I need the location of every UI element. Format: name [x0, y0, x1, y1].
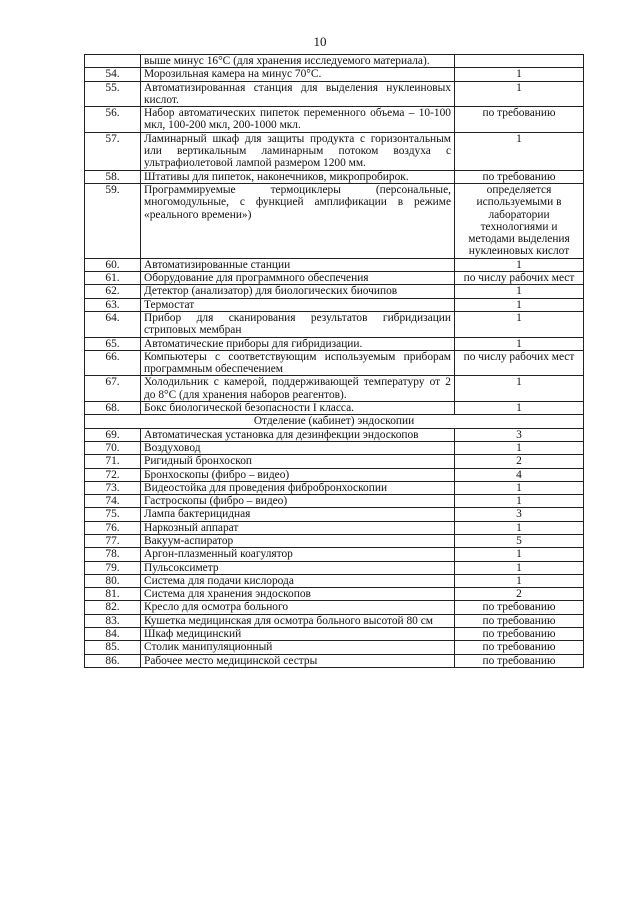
quantity-cell: по требованию: [455, 601, 584, 614]
quantity-cell: 1: [455, 311, 584, 337]
quantity-cell: по требованию: [455, 628, 584, 641]
equipment-name-cell: Кресло для осмотра больного: [141, 601, 455, 614]
quantity-cell: 2: [455, 455, 584, 468]
table-row: [85, 588, 584, 601]
row-number-cell: 63.: [85, 298, 141, 311]
quantity-cell: 1: [455, 561, 584, 574]
row-number-cell: 58.: [85, 170, 141, 183]
quantity-cell: 1: [455, 81, 584, 107]
equipment-name-cell: Оборудование для программного обеспечения: [141, 272, 455, 285]
table-row: [85, 337, 584, 350]
quantity-cell: 1: [455, 376, 584, 402]
row-number-cell: 56.: [85, 107, 141, 133]
quantity-cell: по требованию: [455, 107, 584, 133]
equipment-name-cell: Гастроскопы (фибро – видео): [141, 495, 455, 508]
table-row: [85, 183, 584, 258]
equipment-name-cell: Шкаф медицинский: [141, 628, 455, 641]
quantity-cell: 1: [455, 441, 584, 454]
quantity-cell: по требованию: [455, 654, 584, 667]
equipment-name-cell: Набор автоматических пипеток переменного объема – 10-100 мкл, 100-200 мкл, 200-1000 мкл.: [141, 107, 455, 133]
section-header-row: [85, 415, 584, 428]
row-number-cell: 85.: [85, 641, 141, 654]
row-number-cell: 73.: [85, 481, 141, 494]
row-number-cell: 78.: [85, 548, 141, 561]
quantity-cell: 2: [455, 588, 584, 601]
table-row: [85, 258, 584, 271]
equipment-name-cell: Наркозный аппарат: [141, 521, 455, 534]
equipment-name-cell: Ламинарный шкаф для защиты продукта с горизонтальным или вертикальным ламинарным потоком воздуха с ультрафиолетовой лампой размером 1200 мм.: [141, 132, 455, 170]
row-number-cell: 67.: [85, 376, 141, 402]
quantity-cell: по требованию: [455, 170, 584, 183]
table-row: [85, 574, 584, 587]
quantity-cell: 1: [455, 481, 584, 494]
row-number-cell: 61.: [85, 272, 141, 285]
quantity-cell: 1: [455, 548, 584, 561]
equipment-name-cell: Аргон-плазменный коагулятор: [141, 548, 455, 561]
row-number-cell: 62.: [85, 285, 141, 298]
equipment-name-cell: Система для подачи кислорода: [141, 574, 455, 587]
row-number-cell: 74.: [85, 495, 141, 508]
table-row: [85, 534, 584, 547]
table-row: [85, 298, 584, 311]
table-row: [85, 495, 584, 508]
row-number-cell: 65.: [85, 337, 141, 350]
row-number-cell: 64.: [85, 311, 141, 337]
table-row: [85, 376, 584, 402]
table-row: [85, 441, 584, 454]
table-row: [85, 311, 584, 337]
quantity-cell: 5: [455, 534, 584, 547]
row-number-cell: 72.: [85, 468, 141, 481]
equipment-name-cell: Морозильная камера на минус 70°C.: [141, 68, 455, 81]
equipment-table: [84, 54, 584, 668]
table-row: [85, 641, 584, 654]
row-number-cell: 57.: [85, 132, 141, 170]
quantity-cell: 1: [455, 285, 584, 298]
quantity-cell: 1: [455, 132, 584, 170]
quantity-cell: 1: [455, 258, 584, 271]
row-number-cell: 54.: [85, 68, 141, 81]
equipment-name-cell: Автоматизированная станция для выделения нуклеиновых кислот.: [141, 81, 455, 107]
quantity-cell: 1: [455, 68, 584, 81]
table-row: [85, 350, 584, 376]
equipment-name-cell: Автоматическая установка для дезинфекции эндоскопов: [141, 428, 455, 441]
row-number-cell: [85, 55, 141, 68]
table-row: [85, 468, 584, 481]
row-number-cell: 75.: [85, 508, 141, 521]
row-number-cell: 77.: [85, 534, 141, 547]
row-number-cell: 79.: [85, 561, 141, 574]
table-row: [85, 170, 584, 183]
table-row: [85, 68, 584, 81]
table-row: [85, 521, 584, 534]
equipment-name-cell: Система для хранения эндоскопов: [141, 588, 455, 601]
section-title: Отделение (кабинет) эндоскопии: [85, 415, 584, 428]
table-row: [85, 628, 584, 641]
equipment-name-cell: Автоматизированные станции: [141, 258, 455, 271]
equipment-name-cell: Ригидный бронхоскоп: [141, 455, 455, 468]
quantity-cell: 1: [455, 402, 584, 415]
equipment-name-cell: Столик манипуляционный: [141, 641, 455, 654]
equipment-name-cell: Бронхоскопы (фибро – видео): [141, 468, 455, 481]
table-row: [85, 81, 584, 107]
page-number: 10: [313, 34, 327, 49]
row-number-cell: 71.: [85, 455, 141, 468]
equipment-name-cell: Штативы для пипеток, наконечников, микропробирок.: [141, 170, 455, 183]
quantity-cell: 1: [455, 574, 584, 587]
row-number-cell: 82.: [85, 601, 141, 614]
quantity-cell: 1: [455, 521, 584, 534]
equipment-table-body: [85, 55, 584, 668]
row-number-cell: 68.: [85, 402, 141, 415]
table-row: [85, 548, 584, 561]
equipment-name-cell: Автоматические приборы для гибридизации.: [141, 337, 455, 350]
equipment-name-cell: Видеостойка для проведения фибробронхоскопии: [141, 481, 455, 494]
quantity-cell: 3: [455, 508, 584, 521]
quantity-cell: 1: [455, 298, 584, 311]
row-number-cell: 80.: [85, 574, 141, 587]
table-row: [85, 132, 584, 170]
table-row: [85, 508, 584, 521]
quantity-cell: по требованию: [455, 614, 584, 627]
quantity-cell: 4: [455, 468, 584, 481]
row-number-cell: 60.: [85, 258, 141, 271]
row-number-cell: 76.: [85, 521, 141, 534]
quantity-cell: по числу рабочих мест: [455, 272, 584, 285]
quantity-cell: 1: [455, 337, 584, 350]
table-row: [85, 654, 584, 667]
row-number-cell: 69.: [85, 428, 141, 441]
equipment-name-cell: Бокс биологической безопасности I класса.: [141, 402, 455, 415]
row-number-cell: 70.: [85, 441, 141, 454]
table-row: [85, 601, 584, 614]
equipment-name-cell: Термостат: [141, 298, 455, 311]
table-row: [85, 107, 584, 133]
equipment-name-cell: Пульсоксиметр: [141, 561, 455, 574]
equipment-name-cell: Воздуховод: [141, 441, 455, 454]
quantity-cell: 1: [455, 495, 584, 508]
quantity-cell: по числу рабочих мест: [455, 350, 584, 376]
quantity-cell: 3: [455, 428, 584, 441]
table-row: [85, 481, 584, 494]
equipment-name-cell: выше минус 16°C (для хранения исследуемого материала).: [141, 55, 455, 68]
row-number-cell: 66.: [85, 350, 141, 376]
equipment-name-cell: Вакуум-аспиратор: [141, 534, 455, 547]
equipment-name-cell: Прибор для сканирования результатов гибридизации стриповых мембран: [141, 311, 455, 337]
equipment-name-cell: Рабочее место медицинской сестры: [141, 654, 455, 667]
table-row: [85, 614, 584, 627]
table-row: [85, 561, 584, 574]
equipment-name-cell: Кушетка медицинская для осмотра больного высотой 80 см: [141, 614, 455, 627]
equipment-name-cell: Лампа бактерицидная: [141, 508, 455, 521]
equipment-name-cell: Компьютеры с соответствующим используемым приборам программным обеспечением: [141, 350, 455, 376]
table-row: [85, 285, 584, 298]
row-number-cell: 55.: [85, 81, 141, 107]
table-row: [85, 455, 584, 468]
quantity-cell: определяется используемыми в лаборатории технологиями и методами выделения нуклеиновых кислот: [455, 183, 584, 258]
table-row: [85, 428, 584, 441]
equipment-name-cell: Детектор (анализатор) для биологических биочипов: [141, 285, 455, 298]
row-number-cell: 81.: [85, 588, 141, 601]
row-number-cell: 86.: [85, 654, 141, 667]
table-row: [85, 402, 584, 415]
row-number-cell: 83.: [85, 614, 141, 627]
equipment-name-cell: Программируемые термоциклеры (персональные, многомодульные, с функцией амплификации в режиме «реального времени»): [141, 183, 455, 258]
equipment-name-cell: Холодильник с камерой, поддерживающей температуру от 2 до 8°C (для хранения наборов реагентов).: [141, 376, 455, 402]
row-number-cell: 84.: [85, 628, 141, 641]
row-number-cell: 59.: [85, 183, 141, 258]
quantity-cell: [455, 55, 584, 68]
quantity-cell: по требованию: [455, 641, 584, 654]
table-row: [85, 55, 584, 68]
table-row: [85, 272, 584, 285]
